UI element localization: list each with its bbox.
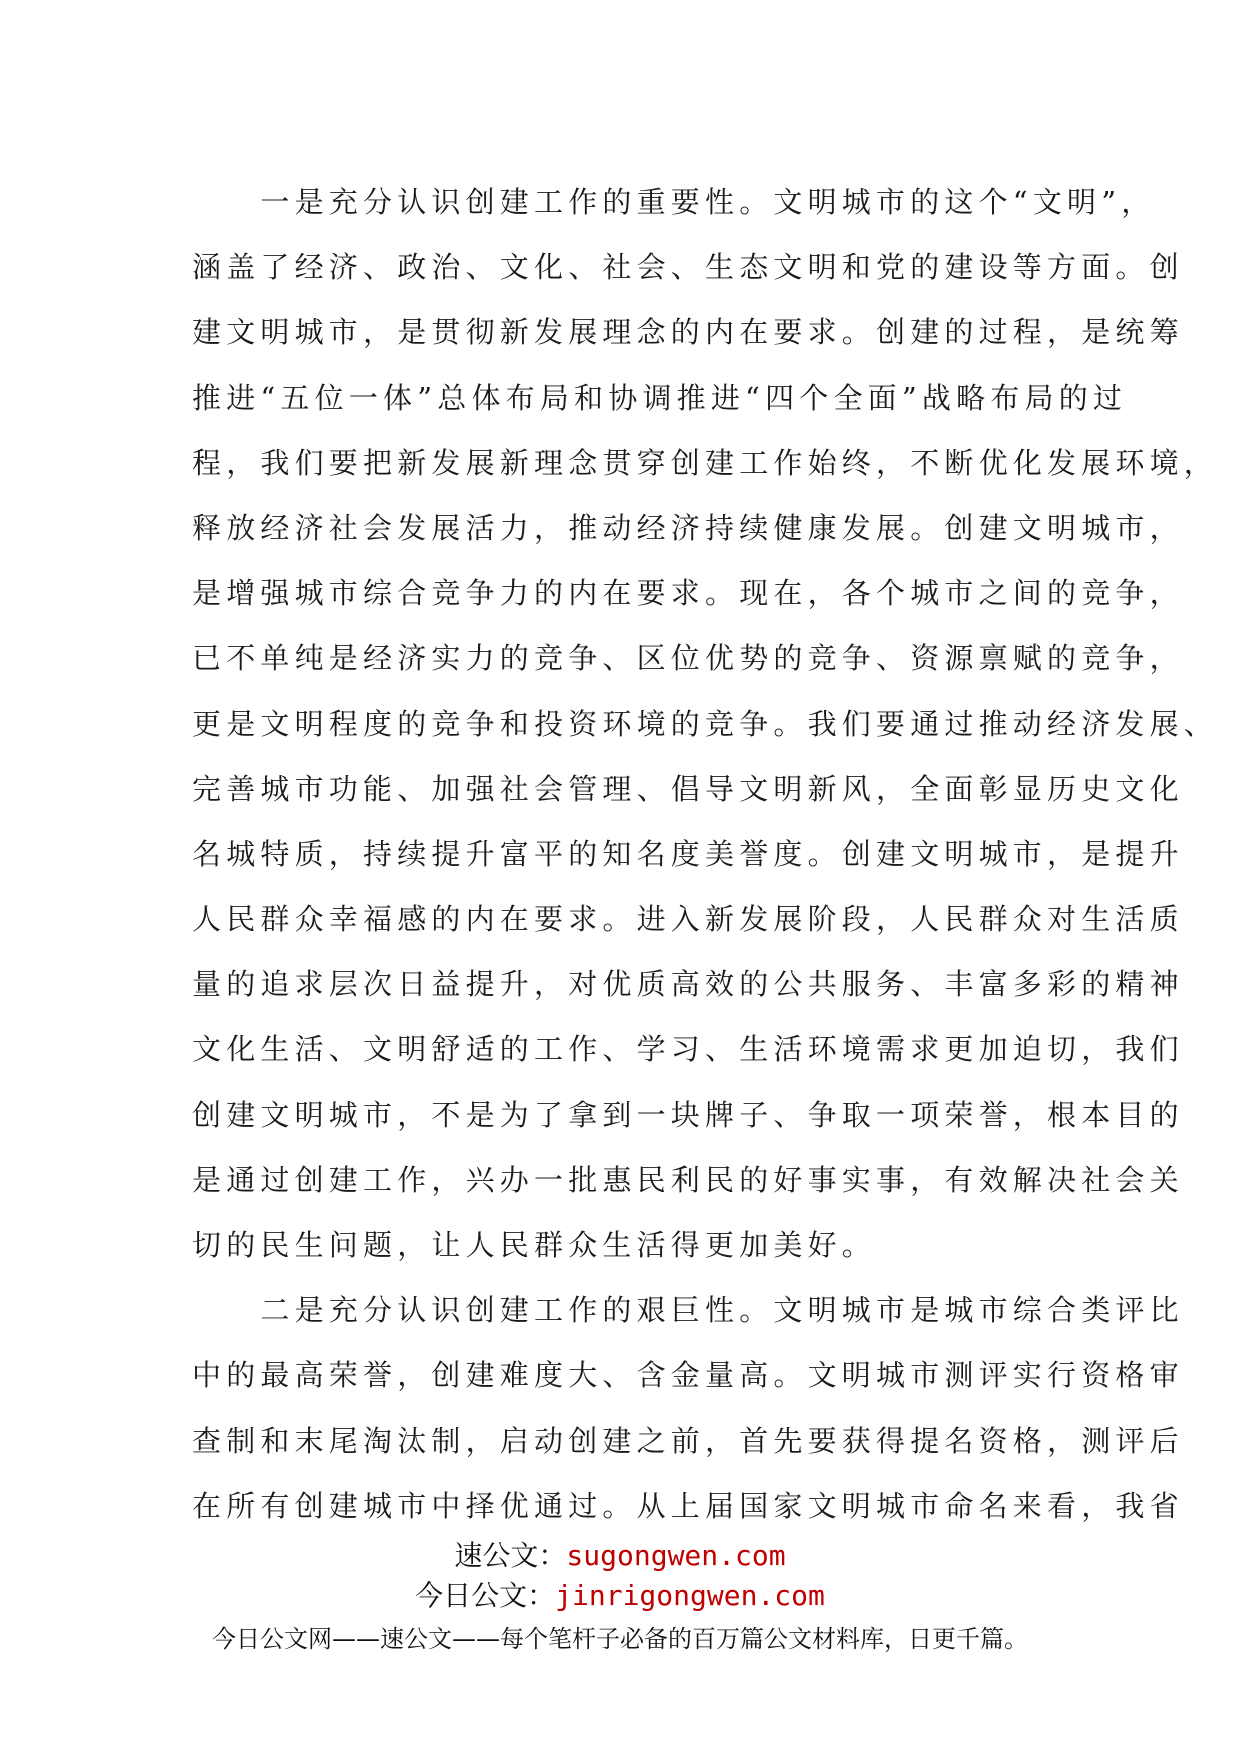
footer-site-jinrigongwen: [0, 1578, 1240, 1614]
text-line: 已不单纯是经济实力的竞争、区位优势的竞争、资源禀赋的竞争，: [192, 641, 1184, 676]
text-line: 二是充分认识创建工作的艰巨性。文明城市是城市综合类评比: [192, 1293, 1184, 1328]
footer-slogan: 今日公文网——速公文——每个笔杆子必备的百万篇公文材料库，日更千篇。: [212, 1625, 1028, 1653]
text-line: 中的最高荣誉，创建难度大、含金量高。文明城市测评实行资格审: [192, 1358, 1184, 1393]
footer-label: 今日公文：: [415, 1579, 556, 1612]
text-line: 是增强城市综合竞争力的内在要求。现在，各个城市之间的竞争，: [192, 576, 1184, 611]
footer-label: 速公文：: [454, 1539, 567, 1572]
text-line: 查制和末尾淘汰制，启动创建之前，首先要获得提名资格，测评后: [192, 1423, 1184, 1458]
text-line: 是通过创建工作，兴办一批惠民利民的好事实事，有效解决社会关: [192, 1162, 1184, 1197]
text-line: 更是文明程度的竞争和投资环境的竞争。我们要通过推动经济发展、: [192, 706, 1219, 741]
text-line: 名城特质，持续提升富平的知名度美誉度。创建文明城市，是提升: [192, 836, 1184, 871]
text-line: 在所有创建城市中择优通过。从上届国家文明城市命名来看，我省: [192, 1488, 1184, 1523]
jinrigongwen-link[interactable]: jinrigongwen.com: [555, 1579, 825, 1612]
text-line: 创建文明城市，不是为了拿到一块牌子、争取一项荣誉，根本目的: [192, 1097, 1184, 1132]
text-line: 一是充分认识创建工作的重要性。文明城市的这个“文明”，: [192, 185, 1156, 219]
text-line: 涵盖了经济、政治、文化、社会、生态文明和党的建设等方面。创: [192, 250, 1184, 285]
text-line: 建文明城市，是贯彻新发展理念的内在要求。创建的过程，是统筹: [192, 315, 1184, 350]
text-line: 释放经济社会发展活力，推动经济持续健康发展。创建文明城市，: [192, 510, 1184, 545]
text-line: 切的民生问题，让人民群众生活得更加美好。: [192, 1228, 877, 1262]
document-body: [192, 170, 1219, 1539]
text-line: 人民群众幸福感的内在要求。进入新发展阶段，人民群众对生活质: [192, 902, 1184, 937]
text-line: 完善城市功能、加强社会管理、倡导文明新风，全面彰显历史文化: [192, 771, 1184, 806]
text-line: 量的追求层次日益提升，对优质高效的公共服务、丰富多彩的精神: [192, 967, 1184, 1002]
text-line: 推进“五位一体”总体布局和协调推进“四个全面”战略布局的过: [192, 380, 1128, 415]
sugongwen-link[interactable]: sugongwen.com: [566, 1539, 786, 1572]
text-line: 文化生活、文明舒适的工作、学习、生活环境需求更加迫切，我们: [192, 1032, 1184, 1067]
text-line: 程，我们要把新发展新理念贯穿创建工作始终，不断优化发展环境，: [192, 445, 1219, 480]
footer-site-sugongwen: [0, 1538, 1240, 1574]
